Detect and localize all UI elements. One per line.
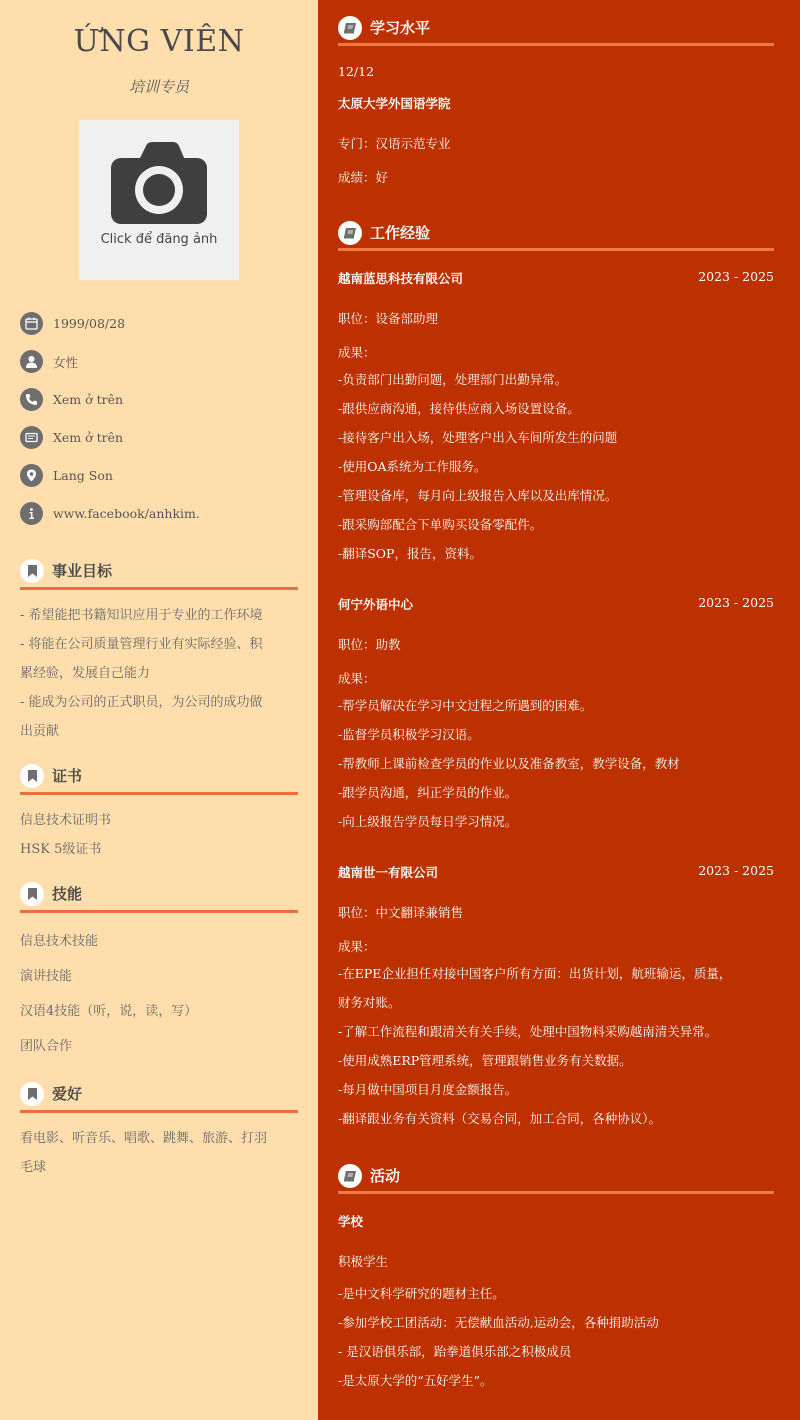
job-bullet: -翻译SOP，报告，资料。 [338,546,482,561]
job-bullet: -负责部门出勤问题，处理部门出勤异常。 [338,372,568,387]
activity-bullet: - 是汉语俱乐部，跆拳道俱乐部之积极成员 [338,1344,572,1359]
contact-birthday [20,312,125,335]
job-results-label: 成果： [338,671,376,686]
objective-header [20,554,298,590]
job-results-label: 成果： [338,939,376,954]
certificates-title: 证书 [52,767,83,785]
activity-bullet: -参加学校工团活动：无偿献血活动,运动会，各种捐助活动 [338,1315,659,1330]
certificate-item: 信息技术证明书 [20,813,112,828]
bookmark-icon [20,1082,44,1106]
location-icon [20,464,43,487]
contact-value: 女性 [53,354,79,370]
objective-line: - 将能在公司质量管理行业有实际经验、积 [20,637,263,652]
experience-title: 工作经验 [370,224,431,242]
contact-email [20,426,123,449]
skills-header [20,877,298,913]
certificate-item: HSK 5级证书 [20,842,102,857]
objective-title: 事业目标 [52,562,113,580]
job-company: 越南世一有限公司 [338,865,439,880]
certificates-header [20,759,298,795]
objective-text [20,601,298,746]
left-column [0,0,318,1420]
objective-line: - 希望能把书籍知识应用于专业的工作环境 [20,608,263,623]
job-bullet: 财务对账。 [338,995,401,1010]
activities-title: 活动 [370,1167,401,1185]
bookmark-icon [20,764,44,788]
objective-line: 出贡献 [20,724,60,739]
book-icon [338,16,362,40]
job-bullet: -翻译跟业务有关资料（交易合同，加工合同，各种协议）。 [338,1111,661,1126]
education-major: 专门：汉语示范专业 [338,136,451,151]
job-bullets [338,691,778,836]
hobby-line: 毛球 [20,1160,47,1175]
job-company: 越南蓝思科技有限公司 [338,271,464,286]
education-date: 12/12 [338,64,375,79]
job-title: 培训专员 [128,78,189,96]
activity-role: 积极学生 [338,1254,389,1269]
email-icon [20,426,43,449]
bookmark-icon [20,882,44,906]
job-bullet: -在EPE企业担任对接中国客户所有方面：出货计划，航班输运，质量， [338,966,732,981]
contact-value: Xem ở trên [53,430,124,445]
skills-title: 技能 [52,885,83,903]
job-company: 何宁外语中心 [338,597,414,612]
job-position: 职位：中文翻译兼销售 [338,905,464,920]
photo-upload[interactable] [79,120,239,280]
job-bullet: -帮学员解决在学习中文过程之所遇到的困难。 [338,698,593,713]
job-bullet: -跟采购部配合下单购买设备零配件。 [338,517,543,532]
user-icon [20,350,43,373]
candidate-name: ỨNG VIÊN [73,24,245,59]
activities-header [338,1160,774,1194]
job-bullet: -监督学员积极学习汉语。 [338,727,480,742]
job-bullet: -跟学员沟通，纠正学员的作业。 [338,785,518,800]
job-bullet: -接待客户出入场，处理客户出入车间所发生的问题 [338,430,618,445]
job-period: 2023 - 2025 [698,269,774,284]
job-period: 2023 - 2025 [698,863,774,878]
contact-website [20,502,200,525]
job-bullet: -向上级报告学员每日学习情况。 [338,814,518,829]
education-header [338,12,774,46]
info-icon [20,502,43,525]
activity-org: 学校 [338,1214,364,1229]
activity-bullet: -是中文科学研究的题材主任。 [338,1286,505,1301]
contact-location [20,464,113,487]
contact-value: 1999/08/28 [53,316,126,331]
education-grade: 成绩：好 [338,170,389,185]
phone-icon [20,388,43,411]
job-bullet: -使用OA系统为工作服务。 [338,459,487,474]
job-bullets [338,365,778,568]
job-position: 职位：设备部助理 [338,311,439,326]
skill-item: 汉语4技能（听，说，读，写） [20,1004,198,1019]
job-bullet: -每月做中国项目月度金额报告。 [338,1082,518,1097]
contact-gender [20,350,78,373]
job-bullets [338,959,778,1133]
job-bullet: -帮教师上课前检查学员的作业以及准备教室，教学设备，教材 [338,756,680,771]
education-school: 太原大学外国语学院 [338,96,451,111]
activity-bullets [338,1279,778,1395]
job-results-label: 成果： [338,345,376,360]
book-icon [338,221,362,245]
job-period: 2023 - 2025 [698,595,774,610]
job-bullet: -跟供应商沟通，接待供应商入场设置设备。 [338,401,580,416]
experience-header [338,217,774,251]
hobbies-title: 爱好 [52,1085,83,1103]
hobbies-header [20,1077,298,1113]
book-icon [338,1164,362,1188]
certificates-list [20,806,298,864]
contact-phone [20,388,123,411]
camera-icon [111,142,207,226]
education-title: 学习水平 [370,19,431,37]
calendar-icon [20,312,43,335]
skill-item: 团队合作 [20,1039,73,1054]
contact-value: www.facebook/anhkim. [53,506,200,521]
skill-item: 信息技术技能 [20,934,99,949]
job-bullet: -管理设备库，每月向上级报告入库以及出库情况。 [338,488,618,503]
bookmark-icon [20,559,44,583]
objective-line: 累经验，发展自己能力 [20,666,151,681]
contact-value: Xem ở trên [53,392,124,407]
hobby-line: 看电影、听音乐、唱歌、跳舞、旅游、打羽 [20,1131,268,1146]
objective-line: - 能成为公司的正式职员，为公司的成功做 [20,695,263,710]
activity-bullet: -是太原大学的“五好学生”。 [338,1373,493,1388]
job-bullet: -了解工作流程和跟清关有关手续，处理中国物料采购越南清关异常。 [338,1024,718,1039]
photo-upload-label: Click để đăng ảnh [100,232,218,247]
skill-item: 演讲技能 [20,969,73,984]
job-position: 职位：助教 [338,637,401,652]
hobbies-text [20,1124,298,1182]
contact-value: Lang Son [53,468,113,483]
job-bullet: -使用成熟ERP管理系统，管理跟销售业务有关数据。 [338,1053,632,1068]
